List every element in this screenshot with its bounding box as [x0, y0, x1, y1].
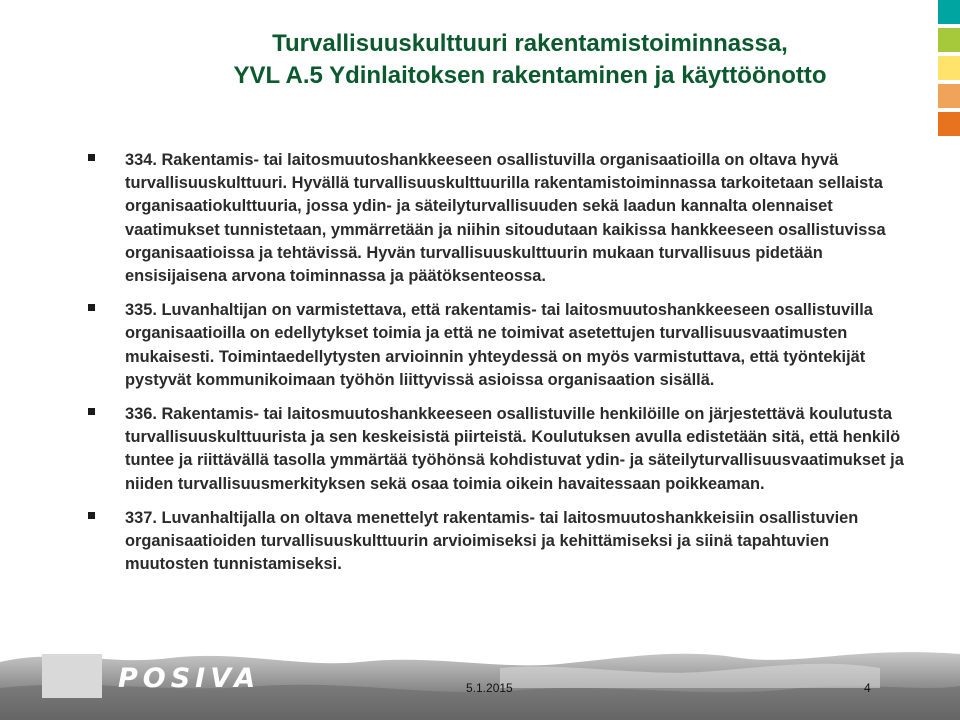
bullet-square-icon: [88, 408, 95, 415]
title-line-2: YVL A.5 Ydinlaitoksen rakentaminen ja käyttöönotto: [233, 62, 827, 89]
posiva-logo: POSIVA: [118, 663, 261, 694]
list-item: [88, 149, 908, 288]
bullet-square-icon: [88, 512, 95, 519]
logo-mark-icon: [42, 654, 102, 698]
list-item-text: 335. Luvanhaltijan on varmistettava, että rakentamis- tai laitosmuutoshankkeeseen osallistuvilla organisaatioilla on edellytykset toimia ja että ne toimivat asetettujen turvallisuusvaatimusten mukaisesti. Toimintaedellytysten arvioinnin yhteydessä on myös varmistuttava, että työntekijät pystyvät kommunikoimaan työhön liittyvissä asioissa organisaation sisällä.: [125, 301, 873, 389]
bullet-square-icon: [88, 304, 95, 311]
green-square: [938, 28, 960, 52]
list-item: [88, 299, 908, 392]
bullet-list: [88, 149, 908, 587]
list-item: [88, 403, 908, 496]
list-item-text: 334. Rakentamis- tai laitosmuutoshankkeeseen osallistuvilla organisaatioilla on oltava hyvä turvallisuuskulttuuri. Hyvällä turvallisuuskulttuurilla rakentamistoiminnassa tarkoitetaan sellaista organisaatiokulttuuria, jossa ydin- ja säteilyturvallisuuden sekä laadun kannalta olennaiset vaatimukset tunnistetaan, ymmärretään ja niihin sitoudutaan kaikissa hankkeeseen osallistuvissa organisaatioissa ja tehtävissä. Hyvän turvallisuuskulttuurin mukaan turvallisuus pidetään ensisijaisena arvona toiminnassa ja päätöksenteossa.: [125, 151, 886, 286]
slide-title: [140, 28, 920, 92]
bullet-square-icon: [88, 154, 95, 161]
color-squares: [938, 0, 960, 140]
list-item-text: 336. Rakentamis- tai laitosmuutoshankkeeseen osallistuville henkilöille on järjestettävä koulutusta turvallisuuskulttuurista ja sen keskeisistä piirteistä. Koulutuksen avulla edistetään sitä, että henkilö tuntee ja riittävällä tasolla ymmärtää työhönsä kohdistuvat ydin- ja säteilyturvallisuusvaatimukset ja niiden turvallisuusmerkityksen sekä osaa toimia oikein havaitessaan poikkeaman.: [125, 405, 904, 493]
yellow-square: [938, 56, 960, 80]
list-item-text: 337. Luvanhaltijalla on oltava menettelyt rakentamis- tai laitosmuutoshankkeisiin osallistuvien organisaatioiden turvallisuuskulttuurin arvioimiseksi ja kehittämiseksi ja siinä tapahtuvien muutosten tunnistamiseksi.: [125, 508, 859, 574]
orange-square: [938, 112, 960, 136]
footer-date: 5.1.2015: [466, 681, 513, 695]
list-item: [88, 507, 908, 577]
light-orange-square: [938, 84, 960, 108]
title-line-1: Turvallisuuskulttuuri rakentamistoiminnassa,: [272, 30, 788, 57]
page-number: 4: [864, 681, 871, 695]
teal-square: [938, 0, 960, 24]
